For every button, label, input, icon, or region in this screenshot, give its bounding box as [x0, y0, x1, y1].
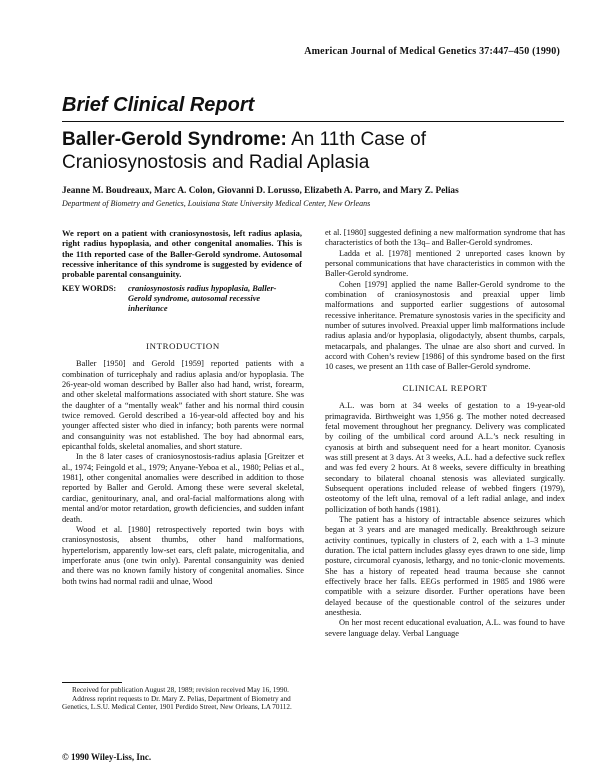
authors: Jeanne M. Boudreaux, Marc A. Colon, Giovanni D. Lorusso, Elizabeth A. Parro, and Mary Z. Pelias [62, 186, 459, 196]
copyright: © 1990 Wiley-Liss, Inc. [62, 752, 152, 762]
keywords-label: KEY WORDS: [62, 284, 117, 293]
journal-citation: American Journal of Medical Genetics 37:447–450 (1990) [304, 46, 560, 57]
article-title [62, 128, 562, 174]
keywords: craniosynostosis radius hypoplasia, Baller-Gerold syndrome, autosomal recessive inheritance [128, 284, 277, 314]
rule-top [62, 121, 564, 122]
right-paragraph-2: Ladda et al. [1978] mentioned 2 unreported cases known by personal communications that have characteristics in common with the Baller-Gerold syndrome. [325, 248, 565, 279]
section-title: Brief Clinical Report [62, 94, 255, 116]
article-title-bold: Baller-Gerold Syndrome: [62, 129, 287, 150]
footnote-rule [62, 682, 122, 683]
intro-paragraph-2: In the 8 later cases of craniosynostosis-radius aplasia [Greitzer et al., 1974; Feingold et al., 1979; Anyane-Yeboa et al., 1980; Pelias et al., 1981], other congenital anomalies were described in addition to those reported by Baller and Gerold. Among these were several skeletal, cardiac, genitourinary, anal, and oral-facial malformations along with mental and/or motor retardation, growth deficiencies, and sudden infant death. [62, 452, 304, 524]
footnote-received: Received for publication August 28, 1989; revision received May 16, 1990. [72, 686, 289, 694]
intro-column [62, 341, 304, 587]
clinical-paragraph-1: A.L. was born at 34 weeks of gestation to a 19-year-old primagravida. Birthweight was 1,956 g. The mother noted decreased fetal movement throughout her pregnancy. Delivery was complicated by coiling of the umbilical cord around A.L.’s neck resulting in cyanosis at birth and subsequent need for a heart monitor. Cyanosis was still present at 3 days. At 3 weeks, A.L. had a defective suck reflex and was fed every 2 hours. At 8 weeks, severe difficulty in breathing secondary to bilateral choanal stenosis was alleviated surgically. Subsequent operations included release of webbed fingers (1979), osteotomy of the left ulna, removal of a left radial anlage, and index pollicization of both hands (1981). [325, 401, 565, 514]
intro-paragraph-1: Baller [1950] and Gerold [1959] reported patients with a combination of turricephaly and radius aplasia and/or hypoplasia. The 26-year-old woman described by Baller also had hand, wrist, forearm, and other skeletal malformations associated with short stature. She was the daughter of a “mentally weak” father and his normal third cousin twice removed. Gerold described a 16-year-old affected boy and his younger affected sister who died in infancy; both parents were normal and consanguinity was not established. The boy had abnormal ears, epicanthal folds, skeletal anomalies, and short stature. [62, 359, 304, 452]
article-title-rest: An 11th Case of Craniosynostosis and Radial Aplasia [62, 129, 426, 173]
footnotes [62, 682, 304, 712]
affiliation: Department of Biometry and Genetics, Louisiana State University Medical Center, New Orleans [62, 199, 371, 208]
footnote-address: Address reprint requests to Dr. Mary Z. Pelias, Department of Biometry and Genetics, L.S.U. Medical Center, 1901 Perdido Street, New Orleans, LA 70112. [62, 694, 292, 712]
clinical-paragraph-2: The patient has a history of intractable absence seizures which began at 3 years and are managed medically. Breakthrough seizure activity continues, typically in clusters of 2, each with a 1–3 minute duration. The ictal pattern includes glassy eyes drawn to one side, limp posture, circumoral cyanosis, lethargy, and no tonic-clonic movements. She has a history of repeated head trauma because she cannot effectively brace her falls. EEGs performed in 1985 and 1986 were compatible with a seizure disorder. Further operations have been delayed because of the questionable control of the seizures under anesthesia. [325, 514, 565, 618]
abstract-block [62, 228, 302, 279]
right-paragraph-1: et al. [1980] suggested defining a new malformation syndrome that has characteristics of both the 13q– and Baller-Gerold syndromes. [325, 228, 565, 248]
keywords-block [62, 284, 304, 315]
right-paragraph-3: Cohen [1979] applied the name Baller-Gerold syndrome to the combination of craniosynostosis and preaxial upper limb malformations and supported earlier suggestions of autosomal recessive inheritance. Premature synostosis varies in the specificity and number of sutures involved. Preaxial upper limb malformations include radius aplasia and/or hypoplasia, oligodactyly, absent thumbs, carpals, metacarpals, and phalanges. The ulnae are also short and curved. In accord with Cohen’s review [1986] of this syndrome based on the first 10 cases, we present an 11th case of Baller-Gerold syndrome. [325, 279, 565, 372]
abstract: We report on a patient with craniosynostosis, left radius aplasia, right radius hypoplasia, and other congenital anomalies. This is the 11th reported case of the Baller-Gerold syndrome. Autosomal recessive inheritance of this syndrome is suggested by evidence of probable parental consanguinity. [62, 228, 302, 280]
right-column [325, 228, 565, 639]
clinical-heading: CLINICAL REPORT [402, 382, 488, 393]
intro-heading: INTRODUCTION [146, 341, 220, 351]
intro-paragraph-3: Wood et al. [1980] retrospectively reported twin boys with craniosynostosis, absent thumbs, other hand malformations, hypertelorism, apparently low-set ears, cleft palate, microgenitalia, and imperforate anus (one twin only). Parental consanguinity was denied and there was no known family history of congenital anomalies. Since both twins had normal radii and ulnae, Wood [62, 524, 304, 586]
clinical-paragraph-3: On her most recent educational evaluation, A.L. was found to have severe language delay. Verbal Language [325, 618, 565, 638]
